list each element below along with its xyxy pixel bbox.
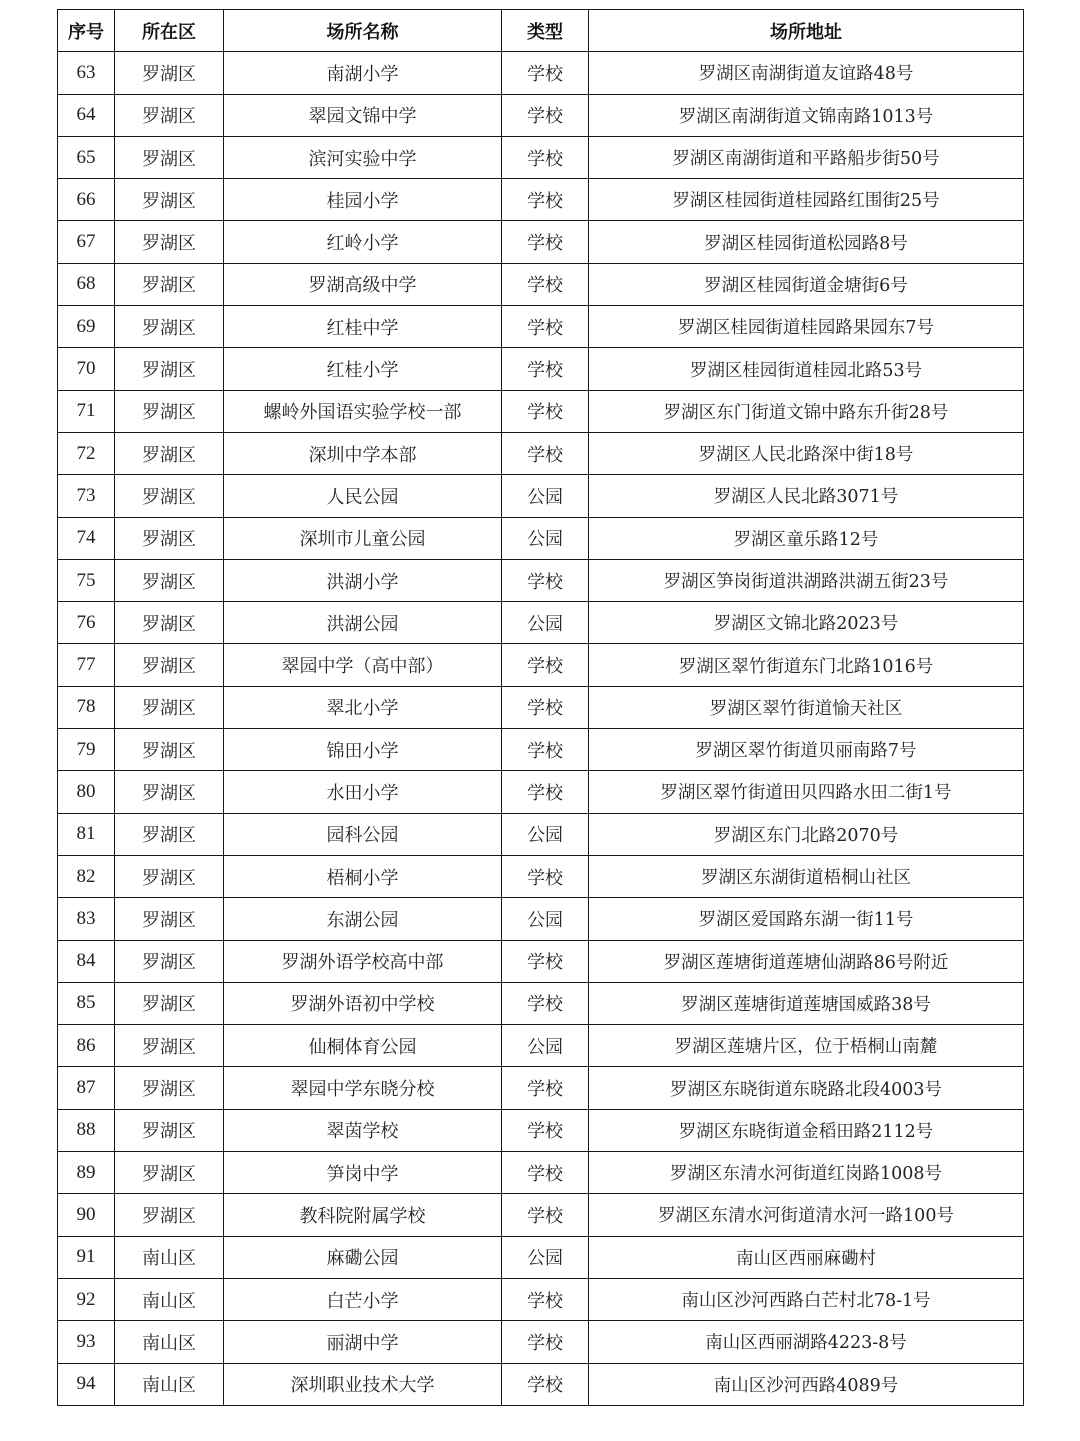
header-address: 场所地址 xyxy=(589,10,1024,52)
cell-address: 南山区西丽湖路4223-8号 xyxy=(589,1321,1024,1363)
table-row xyxy=(58,263,1024,305)
cell-venue-name: 罗湖外语学校高中部 xyxy=(224,940,502,982)
cell-type: 学校 xyxy=(502,306,589,348)
venue-table xyxy=(57,9,1024,1406)
table-row xyxy=(58,1194,1024,1236)
table-header-row xyxy=(58,10,1024,52)
cell-type: 学校 xyxy=(502,1109,589,1151)
cell-address: 南山区沙河西路4089号 xyxy=(589,1363,1024,1405)
cell-address: 罗湖区东门北路2070号 xyxy=(589,813,1024,855)
cell-venue-name: 翠茵学校 xyxy=(224,1109,502,1151)
cell-address: 罗湖区文锦北路2023号 xyxy=(589,602,1024,644)
cell-type: 学校 xyxy=(502,432,589,474)
table-row xyxy=(58,94,1024,136)
table-row xyxy=(58,771,1024,813)
cell-address: 罗湖区爱国路东湖一街11号 xyxy=(589,898,1024,940)
cell-district: 南山区 xyxy=(115,1278,224,1320)
cell-type: 公园 xyxy=(502,1025,589,1067)
table-row xyxy=(58,602,1024,644)
cell-index: 78 xyxy=(58,686,115,728)
table-row xyxy=(58,559,1024,601)
cell-venue-name: 深圳市儿童公园 xyxy=(224,517,502,559)
cell-index: 83 xyxy=(58,898,115,940)
cell-index: 73 xyxy=(58,475,115,517)
cell-address: 罗湖区东清水河街道清水河一路100号 xyxy=(589,1194,1024,1236)
cell-venue-name: 水田小学 xyxy=(224,771,502,813)
cell-address: 罗湖区东清水河街道红岗路1008号 xyxy=(589,1152,1024,1194)
cell-district: 罗湖区 xyxy=(115,432,224,474)
cell-district: 罗湖区 xyxy=(115,348,224,390)
cell-district: 罗湖区 xyxy=(115,1194,224,1236)
table-row xyxy=(58,1109,1024,1151)
cell-venue-name: 翠北小学 xyxy=(224,686,502,728)
table-row xyxy=(58,855,1024,897)
cell-address: 罗湖区东晓街道东晓路北段4003号 xyxy=(589,1067,1024,1109)
cell-district: 罗湖区 xyxy=(115,686,224,728)
table-row xyxy=(58,686,1024,728)
cell-venue-name: 洪湖小学 xyxy=(224,559,502,601)
cell-index: 93 xyxy=(58,1321,115,1363)
table-row xyxy=(58,432,1024,474)
cell-address: 罗湖区翠竹街道东门北路1016号 xyxy=(589,644,1024,686)
cell-address: 罗湖区翠竹街道贝丽南路7号 xyxy=(589,729,1024,771)
cell-venue-name: 园科公园 xyxy=(224,813,502,855)
cell-district: 罗湖区 xyxy=(115,559,224,601)
cell-venue-name: 深圳中学本部 xyxy=(224,432,502,474)
cell-venue-name: 南湖小学 xyxy=(224,52,502,94)
cell-index: 81 xyxy=(58,813,115,855)
table-row xyxy=(58,729,1024,771)
cell-venue-name: 白芒小学 xyxy=(224,1278,502,1320)
table-row xyxy=(58,898,1024,940)
cell-type: 公园 xyxy=(502,602,589,644)
header-venue-name: 场所名称 xyxy=(224,10,502,52)
cell-index: 68 xyxy=(58,263,115,305)
cell-type: 学校 xyxy=(502,390,589,432)
cell-venue-name: 翠园文锦中学 xyxy=(224,94,502,136)
cell-type: 公园 xyxy=(502,1236,589,1278)
cell-venue-name: 深圳职业技术大学 xyxy=(224,1363,502,1405)
cell-venue-name: 罗湖外语初中学校 xyxy=(224,982,502,1024)
cell-district: 罗湖区 xyxy=(115,136,224,178)
cell-address: 罗湖区笋岗街道洪湖路洪湖五街23号 xyxy=(589,559,1024,601)
cell-district: 南山区 xyxy=(115,1363,224,1405)
cell-address: 罗湖区桂园街道桂园路红围街25号 xyxy=(589,179,1024,221)
cell-type: 学校 xyxy=(502,348,589,390)
table-row xyxy=(58,813,1024,855)
cell-address: 罗湖区莲塘街道莲塘仙湖路86号附近 xyxy=(589,940,1024,982)
cell-district: 罗湖区 xyxy=(115,1067,224,1109)
cell-district: 罗湖区 xyxy=(115,94,224,136)
cell-type: 公园 xyxy=(502,517,589,559)
cell-district: 罗湖区 xyxy=(115,898,224,940)
cell-district: 罗湖区 xyxy=(115,940,224,982)
cell-address: 罗湖区桂园街道桂园北路53号 xyxy=(589,348,1024,390)
cell-index: 91 xyxy=(58,1236,115,1278)
cell-index: 85 xyxy=(58,982,115,1024)
table-row xyxy=(58,306,1024,348)
cell-address: 罗湖区南湖街道文锦南路1013号 xyxy=(589,94,1024,136)
cell-venue-name: 红桂中学 xyxy=(224,306,502,348)
cell-address: 罗湖区人民北路深中街18号 xyxy=(589,432,1024,474)
cell-district: 南山区 xyxy=(115,1236,224,1278)
cell-district: 罗湖区 xyxy=(115,982,224,1024)
cell-venue-name: 桂园小学 xyxy=(224,179,502,221)
cell-type: 学校 xyxy=(502,179,589,221)
cell-district: 罗湖区 xyxy=(115,390,224,432)
cell-index: 92 xyxy=(58,1278,115,1320)
cell-index: 88 xyxy=(58,1109,115,1151)
cell-type: 学校 xyxy=(502,221,589,263)
cell-index: 71 xyxy=(58,390,115,432)
cell-index: 84 xyxy=(58,940,115,982)
header-index: 序号 xyxy=(58,10,115,52)
cell-venue-name: 红桂小学 xyxy=(224,348,502,390)
cell-address: 罗湖区莲塘街道莲塘国威路38号 xyxy=(589,982,1024,1024)
cell-type: 学校 xyxy=(502,94,589,136)
table-row xyxy=(58,390,1024,432)
cell-venue-name: 翠园中学东晓分校 xyxy=(224,1067,502,1109)
table-row xyxy=(58,1236,1024,1278)
cell-type: 学校 xyxy=(502,686,589,728)
cell-address: 罗湖区桂园街道金塘街6号 xyxy=(589,263,1024,305)
cell-type: 学校 xyxy=(502,940,589,982)
cell-district: 罗湖区 xyxy=(115,1025,224,1067)
cell-type: 学校 xyxy=(502,1363,589,1405)
cell-index: 82 xyxy=(58,855,115,897)
cell-address: 南山区沙河西路白芒村北78-1号 xyxy=(589,1278,1024,1320)
cell-type: 学校 xyxy=(502,52,589,94)
cell-index: 86 xyxy=(58,1025,115,1067)
cell-index: 70 xyxy=(58,348,115,390)
table-row xyxy=(58,1067,1024,1109)
table-row xyxy=(58,517,1024,559)
cell-index: 94 xyxy=(58,1363,115,1405)
cell-district: 罗湖区 xyxy=(115,1152,224,1194)
cell-type: 公园 xyxy=(502,898,589,940)
header-type: 类型 xyxy=(502,10,589,52)
cell-type: 学校 xyxy=(502,644,589,686)
table-row xyxy=(58,1278,1024,1320)
cell-district: 罗湖区 xyxy=(115,179,224,221)
cell-venue-name: 梧桐小学 xyxy=(224,855,502,897)
cell-index: 80 xyxy=(58,771,115,813)
cell-venue-name: 锦田小学 xyxy=(224,729,502,771)
table-row xyxy=(58,348,1024,390)
venue-list-sheet xyxy=(57,9,1023,1406)
cell-address: 罗湖区桂园街道桂园路果园东7号 xyxy=(589,306,1024,348)
cell-index: 90 xyxy=(58,1194,115,1236)
cell-type: 学校 xyxy=(502,1152,589,1194)
cell-index: 69 xyxy=(58,306,115,348)
cell-address: 罗湖区南湖街道和平路船步街50号 xyxy=(589,136,1024,178)
cell-type: 公园 xyxy=(502,475,589,517)
cell-index: 75 xyxy=(58,559,115,601)
cell-address: 罗湖区东湖街道梧桐山社区 xyxy=(589,855,1024,897)
cell-index: 66 xyxy=(58,179,115,221)
cell-type: 公园 xyxy=(502,813,589,855)
cell-district: 罗湖区 xyxy=(115,644,224,686)
cell-district: 罗湖区 xyxy=(115,52,224,94)
cell-district: 南山区 xyxy=(115,1321,224,1363)
table-body xyxy=(58,52,1024,1406)
cell-index: 89 xyxy=(58,1152,115,1194)
cell-venue-name: 翠园中学（高中部） xyxy=(224,644,502,686)
cell-district: 罗湖区 xyxy=(115,729,224,771)
cell-venue-name: 人民公园 xyxy=(224,475,502,517)
table-row xyxy=(58,136,1024,178)
cell-index: 65 xyxy=(58,136,115,178)
cell-district: 罗湖区 xyxy=(115,517,224,559)
cell-venue-name: 罗湖高级中学 xyxy=(224,263,502,305)
table-row xyxy=(58,1363,1024,1405)
cell-address: 罗湖区南湖街道友谊路48号 xyxy=(589,52,1024,94)
table-row xyxy=(58,1025,1024,1067)
cell-address: 罗湖区莲塘片区，位于梧桐山南麓 xyxy=(589,1025,1024,1067)
cell-index: 76 xyxy=(58,602,115,644)
cell-address: 南山区西丽麻磡村 xyxy=(589,1236,1024,1278)
header-district: 所在区 xyxy=(115,10,224,52)
cell-type: 学校 xyxy=(502,855,589,897)
cell-address: 罗湖区东门街道文锦中路东升街28号 xyxy=(589,390,1024,432)
table-row xyxy=(58,644,1024,686)
cell-type: 学校 xyxy=(502,263,589,305)
cell-address: 罗湖区翠竹街道愉天社区 xyxy=(589,686,1024,728)
cell-type: 学校 xyxy=(502,136,589,178)
cell-address: 罗湖区人民北路3071号 xyxy=(589,475,1024,517)
cell-index: 72 xyxy=(58,432,115,474)
cell-venue-name: 笋岗中学 xyxy=(224,1152,502,1194)
table-row xyxy=(58,475,1024,517)
cell-index: 63 xyxy=(58,52,115,94)
cell-type: 学校 xyxy=(502,1067,589,1109)
cell-venue-name: 仙桐体育公园 xyxy=(224,1025,502,1067)
table-row xyxy=(58,179,1024,221)
table-row xyxy=(58,940,1024,982)
cell-district: 罗湖区 xyxy=(115,602,224,644)
cell-type: 学校 xyxy=(502,729,589,771)
cell-district: 罗湖区 xyxy=(115,475,224,517)
cell-type: 学校 xyxy=(502,1278,589,1320)
table-row xyxy=(58,52,1024,94)
table-row xyxy=(58,1152,1024,1194)
cell-venue-name: 红岭小学 xyxy=(224,221,502,263)
cell-venue-name: 麻磡公园 xyxy=(224,1236,502,1278)
cell-venue-name: 洪湖公园 xyxy=(224,602,502,644)
cell-venue-name: 丽湖中学 xyxy=(224,1321,502,1363)
cell-type: 学校 xyxy=(502,1321,589,1363)
cell-address: 罗湖区翠竹街道田贝四路水田二街1号 xyxy=(589,771,1024,813)
cell-venue-name: 教科院附属学校 xyxy=(224,1194,502,1236)
table-row xyxy=(58,982,1024,1024)
cell-index: 67 xyxy=(58,221,115,263)
cell-type: 学校 xyxy=(502,1194,589,1236)
cell-venue-name: 东湖公园 xyxy=(224,898,502,940)
cell-index: 87 xyxy=(58,1067,115,1109)
cell-district: 罗湖区 xyxy=(115,855,224,897)
cell-district: 罗湖区 xyxy=(115,1109,224,1151)
cell-type: 学校 xyxy=(502,771,589,813)
cell-district: 罗湖区 xyxy=(115,221,224,263)
cell-address: 罗湖区东晓街道金稻田路2112号 xyxy=(589,1109,1024,1151)
cell-district: 罗湖区 xyxy=(115,771,224,813)
table-row xyxy=(58,1321,1024,1363)
cell-index: 79 xyxy=(58,729,115,771)
cell-district: 罗湖区 xyxy=(115,306,224,348)
cell-venue-name: 滨河实验中学 xyxy=(224,136,502,178)
cell-district: 罗湖区 xyxy=(115,263,224,305)
cell-venue-name: 螺岭外国语实验学校一部 xyxy=(224,390,502,432)
cell-address: 罗湖区童乐路12号 xyxy=(589,517,1024,559)
cell-district: 罗湖区 xyxy=(115,813,224,855)
cell-index: 74 xyxy=(58,517,115,559)
table-row xyxy=(58,221,1024,263)
cell-type: 学校 xyxy=(502,982,589,1024)
cell-address: 罗湖区桂园街道松园路8号 xyxy=(589,221,1024,263)
cell-index: 64 xyxy=(58,94,115,136)
cell-index: 77 xyxy=(58,644,115,686)
cell-type: 学校 xyxy=(502,559,589,601)
